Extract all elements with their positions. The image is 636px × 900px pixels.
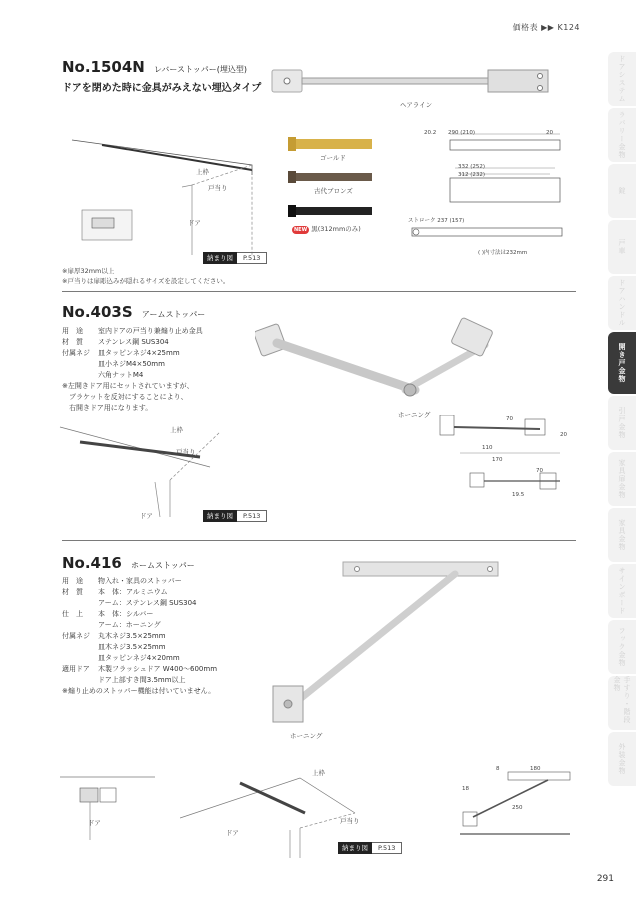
spec-row <box>62 642 277 653</box>
spec-value: 皿木ネジ3.5×25mm <box>98 643 166 651</box>
spec-key: 付属ネジ <box>62 349 90 357</box>
new-badge: NEW <box>294 227 308 233</box>
dim-180: 180 <box>530 766 541 772</box>
dim-290: 290 (210) <box>448 130 476 136</box>
product1-install-sketch <box>62 125 262 265</box>
spec-row <box>62 348 262 359</box>
product3-subtitle: ホームストッパー <box>130 561 195 570</box>
product1-heading <box>62 57 247 76</box>
product1-tagline: ドアを閉めた時に金具がみえない埋込タイプ <box>62 83 262 94</box>
product1-photo-hairline <box>268 64 568 104</box>
p1-top-frame-label: 上枠 <box>196 168 209 176</box>
product2-heading <box>62 302 205 321</box>
spec-value: ドア上部すき間3.5mm以上 <box>98 676 186 684</box>
spec-value: 皿タッピンネジ4×25mm <box>98 349 180 357</box>
p3-door-label-2: ドア <box>88 819 101 827</box>
product1-subtitle: レバーストッパー(埋込型) <box>153 65 247 74</box>
spec-value: アーム：ホーニング <box>98 621 161 629</box>
spec-value: ステンレス鋼 SUS304 <box>98 338 169 346</box>
product3-title: No.416 <box>62 554 122 572</box>
spec-row <box>62 326 262 337</box>
product1-note-2: ※戸当りは扉彫込みが隠れるサイズを設定してください。 <box>62 277 230 285</box>
dim-70: 70 <box>506 416 513 422</box>
product1-title: No.1504N <box>62 58 145 76</box>
product1-dimension-drawing <box>400 128 580 258</box>
sidebar-tab-label: 家具扉金物 <box>618 459 626 499</box>
spec-value: 皿小ネジM4×50mm <box>98 360 165 368</box>
dim-110: 110 <box>482 445 493 451</box>
spec-key <box>62 359 98 370</box>
p2-doorstop-label: 戸当り <box>176 448 196 456</box>
ref-page: P.513 <box>237 252 267 264</box>
sidebar-tab-label: 外装金物 <box>618 743 626 775</box>
product2-install-sketch <box>40 412 230 522</box>
spec-value: 室内ドアの戸当り兼煽り止め金具 <box>98 327 203 335</box>
spec-key: 適用ドア <box>62 665 90 673</box>
product2-specs <box>62 326 262 414</box>
ref-page: P.513 <box>237 510 267 522</box>
spec-row <box>62 664 277 675</box>
sidebar-tab-label: 開き戸金物 <box>618 343 626 383</box>
spec-key: 用 途 <box>62 577 83 585</box>
dim-250: 250 <box>512 805 523 811</box>
dim-170: 170 <box>492 457 503 463</box>
dim-20b: 20 <box>560 432 567 438</box>
finish-gold-label: ゴールド <box>320 154 346 162</box>
sidebar-tab-label: 錠 <box>618 187 626 195</box>
p1-door-label: ドア <box>188 219 201 227</box>
sidebar-tab-door-system[interactable] <box>608 52 636 106</box>
spec-key: 用 途 <box>62 327 83 335</box>
product3-heading <box>62 553 195 572</box>
spec-row <box>62 587 277 598</box>
sidebar-tab-exterior[interactable] <box>608 732 636 786</box>
product3-photo <box>265 558 515 733</box>
sidebar-tab-label: ドアシステム <box>618 55 626 103</box>
spec-row <box>62 609 277 620</box>
spec-key <box>62 370 98 381</box>
spec-key: 材 質 <box>62 588 83 596</box>
p2-finish-label: ホーニング <box>398 411 431 419</box>
spec-row <box>62 653 277 664</box>
spec-value: 本 体：シルバー <box>98 610 154 618</box>
sidebar-tab-label: 戸車 <box>618 239 626 255</box>
finish-black-label: 黒(312mmのみ) <box>311 225 361 233</box>
sidebar-tab-label: ドアハンドル <box>618 279 626 327</box>
spec-row <box>62 337 262 348</box>
ref-key: 納まり図 <box>203 252 237 264</box>
dim-8: 8 <box>496 766 500 772</box>
finish-swatches <box>288 135 378 235</box>
p2-door-label: ドア <box>140 512 153 520</box>
product3-reference[interactable] <box>338 842 402 854</box>
product2-note-2: ブラケットを反対にすることにより、 <box>62 393 188 401</box>
sidebar-tab-handrail[interactable] <box>608 676 636 730</box>
dim-note: ( )内寸法は232mm <box>478 250 528 256</box>
finish-bronze-label: 古代ブロンズ <box>314 187 353 195</box>
dim-312: 312 (232) <box>458 172 486 178</box>
sidebar-tab-furniture-door[interactable] <box>608 452 636 506</box>
spec-value: アーム：ステンレス鋼 SUS304 <box>98 599 197 607</box>
sidebar-tab-label: 家具金物 <box>618 519 626 551</box>
spec-value: 本 体：アルミニウム <box>98 588 168 596</box>
dim-19-5: 19.5 <box>512 492 525 498</box>
sidebar-tab-label: 引戸金物 <box>618 407 626 439</box>
spec-value: 六角ナットM4 <box>98 371 144 379</box>
spec-value: 木製フラッシュドア W400～600mm <box>98 665 218 673</box>
spec-row <box>62 370 262 381</box>
spec-row <box>62 620 277 631</box>
sidebar-tab-label: サインボード <box>618 567 626 615</box>
product3-install-detail <box>60 762 160 842</box>
finish-black-row <box>292 224 361 234</box>
spec-key <box>62 653 98 664</box>
product1-notes <box>62 266 229 286</box>
ref-key: 納まり図 <box>203 510 237 522</box>
dim-20-2: 20.2 <box>424 130 437 136</box>
dim-18: 18 <box>462 786 469 792</box>
p2-top-frame-label: 上枠 <box>170 426 183 434</box>
product2-subtitle: アームストッパー <box>141 310 206 319</box>
p3-top-frame-label: 上枠 <box>312 769 325 777</box>
dim-20: 20 <box>546 130 553 136</box>
spec-value: 皿タッピンネジ4×20mm <box>98 654 180 662</box>
spec-key: 付属ネジ <box>62 632 90 640</box>
sidebar-tab-label: ラバリー金物 <box>618 111 626 159</box>
spec-key <box>62 620 98 631</box>
product3-specs <box>62 576 277 697</box>
p3-door-label: ドア <box>226 829 239 837</box>
divider-2 <box>62 540 576 541</box>
sidebar-tab-label: 手すり・階段金物 <box>613 676 631 724</box>
spec-row <box>62 598 277 609</box>
sidebar-tab-sliding-door[interactable] <box>608 396 636 450</box>
ref-page: P.513 <box>372 842 402 854</box>
p3-doorstop-label: 戸当り <box>340 817 360 825</box>
sidebar-tab-door-handle[interactable] <box>608 276 636 330</box>
page-number: 291 <box>596 874 614 884</box>
divider-1 <box>62 291 576 292</box>
dim-stroke: ストローク 237 (157) <box>408 218 465 224</box>
spec-key: 材 質 <box>62 338 83 346</box>
sidebar-tab-furniture[interactable] <box>608 508 636 562</box>
sidebar-tab-signboard[interactable] <box>608 564 636 618</box>
spec-row <box>62 576 277 587</box>
spec-key <box>62 598 98 609</box>
spec-value: 物入れ・家具のストッパー <box>98 577 182 585</box>
dim-70b: 70 <box>536 468 543 474</box>
finish-hairline-label: ヘアライン <box>400 101 433 109</box>
spec-row <box>62 675 277 686</box>
product2-reference[interactable] <box>203 510 267 522</box>
sidebar-tab-hook[interactable] <box>608 620 636 674</box>
sidebar-tab-lock[interactable] <box>608 164 636 218</box>
category-sidebar <box>608 52 636 788</box>
product3-dimension-drawing <box>448 762 578 842</box>
p1-doorstop-label: 戸当り <box>208 184 228 192</box>
product3-note-1: ※煽り止めのストッパー機能は付いていません。 <box>62 687 216 695</box>
sidebar-tab-label: フック金物 <box>618 627 626 667</box>
spec-row <box>62 631 277 642</box>
sidebar-tab-swing-door[interactable] <box>608 332 636 394</box>
spec-key <box>62 675 98 686</box>
spec-key <box>62 642 98 653</box>
spec-value: 丸木ネジ3.5×25mm <box>98 632 166 640</box>
dim-332: 332 (252) <box>458 164 486 170</box>
sidebar-tab-roller[interactable] <box>608 220 636 274</box>
product3-install-sketch <box>180 758 360 858</box>
product2-photo <box>255 315 505 410</box>
p3-finish-label: ホーニング <box>290 732 323 740</box>
sidebar-tab-lavatory[interactable] <box>608 108 636 162</box>
product2-dimension-drawing <box>430 415 580 515</box>
product2-note-1: ※左開きドア用にセットされていますが、 <box>62 382 194 390</box>
product1-note-1: ※扉厚32mm以上 <box>62 267 115 275</box>
product1-reference[interactable] <box>203 252 267 264</box>
spec-key: 仕 上 <box>62 610 83 618</box>
ref-key: 納まり図 <box>338 842 372 854</box>
price-reference: 価格表 ▶▶ K124 <box>512 23 580 32</box>
product2-title: No.403S <box>62 303 133 321</box>
spec-row <box>62 359 262 370</box>
product2-note-3: 右開きドア用になります。 <box>62 404 153 412</box>
